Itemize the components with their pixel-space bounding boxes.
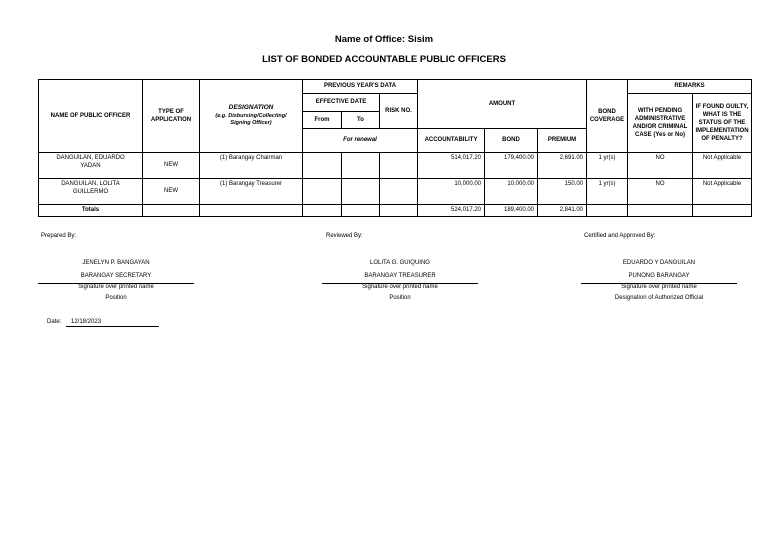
header-pending-line1: WITH PENDING <box>637 107 683 114</box>
officer-name-line2: YADAN <box>80 163 101 170</box>
prepared-by-position-caption: Position <box>105 295 127 301</box>
header-penalty-status <box>693 94 752 153</box>
header-bond: BOND <box>485 129 538 153</box>
totals-empty-cell <box>587 205 628 217</box>
header-premium: PREMIUM <box>538 129 587 153</box>
totals-empty-cell <box>303 205 342 217</box>
risk-number <box>380 153 418 179</box>
officer-name <box>39 153 143 179</box>
approved-by-title: PUNONG BARANGAY <box>628 273 690 279</box>
header-guilty-line3: STATUS OF THE <box>698 119 746 126</box>
reviewed-by-title: BARANGAY TREASURER <box>364 273 436 279</box>
reviewed-by-signature-caption: Signature over printed name <box>362 284 438 290</box>
totals-empty-cell <box>200 205 303 217</box>
date-label: Date: <box>47 319 62 325</box>
header-guilty-line5: OF PENALTY? <box>701 136 743 143</box>
header-designation-note2: Signing Officer) <box>230 120 272 127</box>
header-name: NAME OF PUBLIC OFFICER <box>39 80 143 153</box>
totals-empty-cell <box>143 205 200 217</box>
reviewed-by-position-caption: Position <box>389 295 411 301</box>
accountability-amount: 514,017.20 <box>418 153 485 179</box>
pending-case: NO <box>628 179 693 205</box>
totals-empty-cell <box>693 205 752 217</box>
total-premium: 2,841.00 <box>538 205 587 217</box>
header-guilty-line1: IF FOUND GUILTY, <box>695 103 749 110</box>
header-pending-line2: ADMINISTRATIVE <box>634 115 686 122</box>
total-accountability: 524,017.20 <box>418 205 485 217</box>
approved-by-label: Certified and Approved By: <box>584 233 656 239</box>
header-pending-line3: AND/OR CRIMINAL <box>632 124 688 130</box>
approved-by-name: EDUARDO Y DANGUILAN <box>622 260 696 266</box>
officer-name-line1: DANGUILAN, LOLITA <box>61 181 120 187</box>
header-previous-year: PREVIOUS YEAR'S DATA <box>303 80 418 94</box>
bonded-officers-table <box>38 79 752 217</box>
header-guilty-line2: WHAT IS THE <box>702 111 742 118</box>
header-designation <box>200 80 303 153</box>
header-risk-no: RISK NO. <box>380 94 418 129</box>
totals-empty-cell <box>342 205 380 217</box>
header-remarks: REMARKS <box>628 80 752 94</box>
effective-to <box>342 153 380 179</box>
totals-row <box>39 205 752 217</box>
officer-name <box>39 179 143 205</box>
header-guilty-line4: IMPLEMENTATION <box>695 128 749 135</box>
penalty-status: Not Applicable <box>693 179 752 205</box>
header-from: From <box>303 112 342 129</box>
prepared-by-label: Prepared By: <box>41 233 77 239</box>
header-type-line2: APPLICATION <box>150 117 192 123</box>
application-type: NEW <box>143 179 200 205</box>
header-designation-title: DESIGNATION <box>228 104 274 112</box>
document-title: LIST OF BONDED ACCOUNTABLE PUBLIC OFFICERS <box>262 54 506 65</box>
totals-empty-cell <box>628 205 693 217</box>
approved-by-designation-caption: Designation of Authorized Official <box>614 295 704 301</box>
date-underline <box>66 326 159 327</box>
effective-from <box>303 153 342 179</box>
totals-empty-cell <box>380 205 418 217</box>
date-value: 12/18/2023 <box>71 319 102 325</box>
header-for-renewal: For renewal <box>303 129 418 153</box>
reviewed-by-label: Reviewed By: <box>326 233 363 239</box>
officer-name-line2: GUILLERMO <box>72 189 109 196</box>
premium-amount: 2,691.00 <box>538 153 587 179</box>
prepared-by-signature-caption: Signature over printed name <box>78 284 154 290</box>
risk-number <box>380 179 418 205</box>
header-bond-coverage <box>587 80 628 153</box>
header-bond-coverage-line1: BOND <box>598 108 616 115</box>
office-name: Name of Office: Sisim <box>334 34 434 45</box>
total-bond: 189,400.00 <box>485 205 538 217</box>
header-type-line1: TYPE OF <box>158 108 184 115</box>
bond-coverage: 1 yr(s) <box>587 179 628 205</box>
penalty-status: Not Applicable <box>693 153 752 179</box>
table-row <box>39 179 752 205</box>
effective-from <box>303 179 342 205</box>
prepared-by-name: JENELYN P. BANGAYAN <box>82 260 150 266</box>
header-to: To <box>342 112 380 129</box>
officer-designation: (1) Barangay Chairman <box>200 153 303 179</box>
header-designation-note1: (e.g. Disbursing/Collecting/ <box>215 112 287 119</box>
header-pending-line4: CASE (Yes or No) <box>635 132 686 139</box>
header-amount: AMOUNT <box>418 80 587 129</box>
reviewed-by-name: LOLITA G. GUIQUING <box>370 260 430 266</box>
header-effective-date: EFFECTIVE DATE <box>303 94 380 112</box>
table-row <box>39 153 752 179</box>
prepared-by-title: BARANGAY SECRETARY <box>80 273 152 279</box>
bond-amount: 10,000.00 <box>485 179 538 205</box>
header-pending-case <box>628 94 693 153</box>
header-accountability: ACCOUNTABILITY <box>418 129 485 153</box>
approved-by-signature-caption: Signature over printed name <box>621 284 697 290</box>
header-bond-coverage-line2: COVERAGE <box>589 117 625 123</box>
officer-name-line1: DANGUILAN, EDUARDO <box>56 155 125 161</box>
totals-label: Totals <box>39 205 143 217</box>
officer-designation: (1) Barangay Treasurer <box>200 179 303 205</box>
application-type: NEW <box>143 153 200 179</box>
effective-to <box>342 179 380 205</box>
accountability-amount: 10,000.00 <box>418 179 485 205</box>
bond-coverage: 1 yr(s) <box>587 153 628 179</box>
premium-amount: 150.00 <box>538 179 587 205</box>
header-type <box>143 80 200 153</box>
pending-case: NO <box>628 153 693 179</box>
bond-amount: 179,400.00 <box>485 153 538 179</box>
